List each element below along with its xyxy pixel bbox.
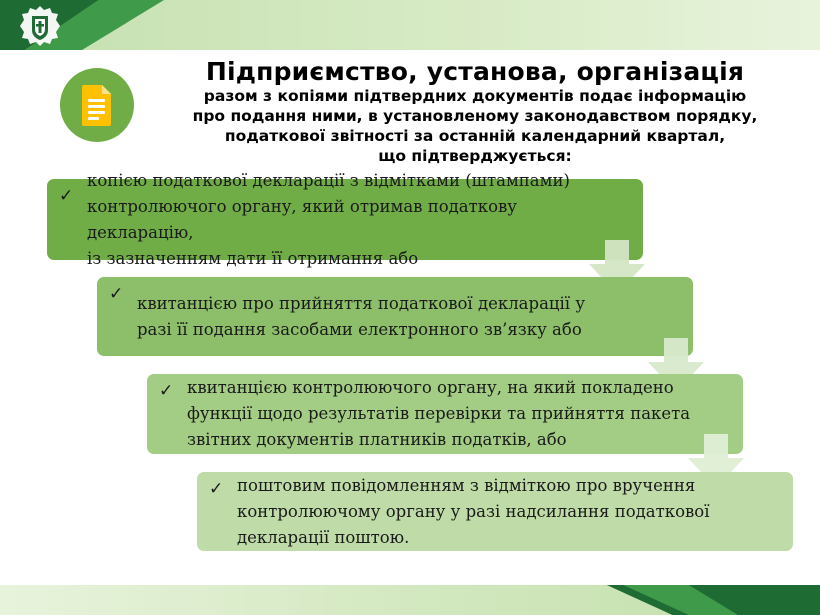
step-3-line-3: звітних документів платників податків, або [187, 430, 567, 449]
step-4-text [237, 473, 710, 551]
step-2-box [97, 277, 693, 356]
step-2-line-1: квитанцією про прийняття податкової декларації у [137, 293, 586, 313]
document-icon [60, 68, 134, 142]
step-3-text [187, 375, 690, 453]
step-4-line-3: декларації поштою. [237, 527, 410, 547]
step-2-text [137, 291, 585, 343]
top-decorative-band [0, 0, 820, 52]
check-mark-icon: ✓ [209, 479, 224, 499]
step-1-line-3: із зазначенням дати її отримання або [87, 248, 419, 268]
page-title: Підприємство, установа, організація [205, 57, 745, 86]
step-2-line-2: разі її подання засобами електронного зв’язку або [137, 319, 582, 339]
slide-heading [140, 58, 810, 166]
coat-of-arms-icon [18, 4, 62, 48]
step-1-text [87, 168, 627, 272]
heading-subtitle-line-2: про подання ними, в установленому законодавством порядку, [192, 107, 758, 125]
heading-subtitle-line-3: податкової звітності за останній календарний квартал, [224, 127, 726, 145]
step-4-line-1: поштовим повідомленням з відміткою про вручення [237, 475, 696, 495]
step-1-line-1: копією податкової декларації з відмітками (штампами) [87, 170, 570, 190]
step-3-box [147, 374, 743, 454]
step-1-line-2: контролюючого органу, який отримав податкову декларацію, [87, 196, 518, 242]
check-mark-icon: ✓ [159, 381, 174, 401]
step-1-box [47, 170, 643, 268]
step-4-box [197, 472, 793, 551]
check-mark-icon: ✓ [109, 284, 124, 304]
check-mark-icon: ✓ [59, 186, 74, 206]
step-3-line-1: квитанцією контролюючого органу, на який покладено [187, 378, 674, 397]
heading-subtitle-line-4: що підтверджується: [378, 147, 572, 165]
step-3-line-2: функції щодо результатів перевірки та прийняття пакета [187, 404, 691, 423]
step-4-line-2: контролюючому органу у разі надсилання податкової [237, 501, 710, 521]
bottom-decorative-band [0, 585, 820, 615]
heading-subtitle-line-1: разом з копіями підтвердних документів подає інформацію [203, 87, 747, 105]
